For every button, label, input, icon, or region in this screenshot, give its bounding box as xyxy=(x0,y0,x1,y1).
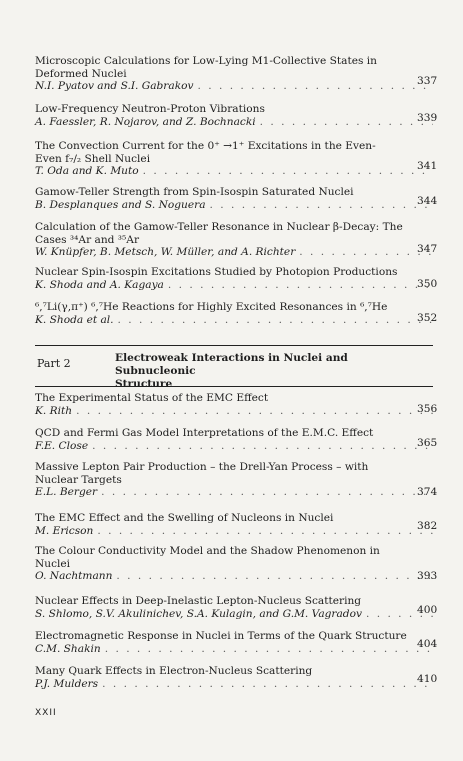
dot-leader xyxy=(206,199,433,212)
entry-authors: M. Ericson xyxy=(35,524,94,537)
entry-title-line: The Convection Current for the 0⁺ →1⁺ Excitations in the Even- xyxy=(35,140,376,152)
entry-author-row xyxy=(35,678,433,691)
entry-title-line: Microscopic Calculations for Low-Lying M1-Collective States in xyxy=(35,55,378,67)
dot-leader xyxy=(295,246,433,259)
entry-title-line: The Colour Conductivity Model and the Shadow Phenomenon in xyxy=(35,545,380,557)
part-title xyxy=(115,352,425,391)
entry-authors: S. Shlomo, S.V. Akulinichev, S.A. Kulagin, and G.M. Vagradov xyxy=(35,607,362,620)
part-title-line: Structure xyxy=(115,378,173,390)
entry-title-line: Calculation of the Gamow-Teller Resonance in Nuclear β-Decay: The xyxy=(35,221,403,233)
entry-title-line: Even f₇/₂ Shell Nuclei xyxy=(35,152,151,165)
dot-leader xyxy=(98,678,433,691)
toc-entry xyxy=(35,512,433,537)
toc-entry xyxy=(35,140,433,178)
entry-author-row xyxy=(35,440,433,453)
entry-author-row xyxy=(35,80,433,93)
toc-entry xyxy=(35,461,433,499)
entry-author-row xyxy=(35,486,433,499)
part-heading xyxy=(35,345,433,390)
toc-entry xyxy=(35,301,433,326)
toc-entry xyxy=(35,55,433,93)
toc-entry xyxy=(35,186,433,211)
entry-authors: O. Nachtmann xyxy=(35,570,113,583)
entry-authors: W. Knüpfer, B. Metsch, W. Müller, and A. Richter xyxy=(35,246,296,259)
dot-leader xyxy=(164,279,433,292)
toc-entry xyxy=(35,630,433,655)
entry-title-line: The Experimental Status of the EMC Effect xyxy=(35,392,269,404)
toc-entry xyxy=(35,103,433,128)
toc-entry xyxy=(35,266,433,291)
entry-authors: A. Faessler, R. Nojarov, and Z. Bochnacki xyxy=(35,115,256,128)
entry-author-row xyxy=(35,643,433,656)
entry-title-line: Gamow-Teller Strength from Spin-Isospin Saturated Nuclei xyxy=(35,186,354,198)
toc-entry xyxy=(35,595,433,620)
page-number: 350 xyxy=(417,278,438,290)
dot-leader xyxy=(72,405,433,418)
dot-leader xyxy=(256,116,433,129)
page-number: 400 xyxy=(417,604,438,616)
page-number: 347 xyxy=(417,243,438,255)
entry-authors: F.E. Close xyxy=(35,439,89,452)
page-number: 410 xyxy=(417,673,438,685)
entry-authors: K. Shoda et al. xyxy=(35,313,114,326)
dot-leader xyxy=(114,314,433,327)
entry-author-row xyxy=(35,608,433,621)
toc-entry xyxy=(35,221,433,259)
entry-author-row xyxy=(35,199,433,212)
entry-title-line: The EMC Effect and the Swelling of Nucleons in Nuclei xyxy=(35,512,334,524)
dot-leader xyxy=(88,440,433,453)
page-number: 382 xyxy=(417,520,438,532)
entry-title-line: Massive Lepton Pair Production – the Drell-Yan Process – with xyxy=(35,461,369,473)
entry-title-line: Nuclear Effects in Deep-Inelastic Lepton-Nucleus Scattering xyxy=(35,595,362,607)
entry-title-line: Nuclear Spin-Isospin Excitations Studied by Photopion Productions xyxy=(35,266,398,278)
entry-author-row xyxy=(35,405,433,418)
part-number: Part 2 xyxy=(37,357,71,370)
page-number: 404 xyxy=(417,638,438,650)
entry-authors: K. Shoda and A. Kagaya xyxy=(35,278,164,291)
page-number: 393 xyxy=(417,570,438,582)
entry-authors: B. Desplanques and S. Noguera xyxy=(35,198,206,211)
entry-authors: K. Rith xyxy=(35,404,73,417)
page-number: 344 xyxy=(417,195,438,207)
page-number: 356 xyxy=(417,403,438,415)
page-number: 339 xyxy=(417,112,438,124)
toc-entry xyxy=(35,392,433,417)
entry-title-line: Electromagnetic Response in Nuclei in Terms of the Quark Structure xyxy=(35,630,407,642)
entry-author-row xyxy=(35,525,433,538)
page-number: 337 xyxy=(417,75,438,87)
dot-leader xyxy=(97,486,433,499)
entry-author-row xyxy=(35,246,433,259)
page-number: 374 xyxy=(417,486,438,498)
entry-title-line: QCD and Fermi Gas Model Interpretations of the E.M.C. Effect xyxy=(35,427,374,439)
part-title-line: Electroweak Interactions in Nuclei and Subnucleonic xyxy=(115,352,348,377)
entry-title-line: Many Quark Effects in Electron-Nucleus Scattering xyxy=(35,665,313,677)
entry-title-line: Low-Frequency Neutron-Proton Vibrations xyxy=(35,103,265,115)
page-folio: XXII xyxy=(35,708,57,718)
toc-entry xyxy=(35,545,433,583)
dot-leader xyxy=(112,570,433,583)
page-number: 365 xyxy=(417,437,438,449)
entry-author-row xyxy=(35,570,433,583)
toc-entry xyxy=(35,427,433,452)
page-number: 341 xyxy=(417,160,438,172)
entry-authors: P.J. Mulders xyxy=(35,677,99,690)
entry-title-line: Nuclear Targets xyxy=(35,473,122,486)
entry-author-row xyxy=(35,279,433,292)
dot-leader xyxy=(93,525,433,538)
entry-author-row xyxy=(35,314,433,327)
dot-leader xyxy=(193,80,433,93)
page-number: 352 xyxy=(417,312,438,324)
entry-authors: T. Oda and K. Muto xyxy=(35,165,139,178)
entry-title-line: Nuclei xyxy=(35,557,71,570)
toc-entry xyxy=(35,665,433,690)
entry-authors: N.I. Pyatov and S.I. Gabrakov xyxy=(35,80,194,93)
entry-authors: E.L. Berger xyxy=(35,486,98,499)
entry-authors: C.M. Shakin xyxy=(35,642,101,655)
entry-author-row xyxy=(35,165,433,178)
dot-leader xyxy=(139,165,433,178)
dot-leader xyxy=(101,643,433,656)
entry-author-row xyxy=(35,116,433,129)
entry-title-line: Deformed Nuclei xyxy=(35,67,127,80)
entry-title-line: ⁶,⁷Li(γ,π⁺) ⁶,⁷He Reactions for Highly Excited Resonances in ⁶,⁷He xyxy=(35,301,388,313)
entry-title-line: Cases ³⁴Ar and ³⁵Ar xyxy=(35,233,140,246)
